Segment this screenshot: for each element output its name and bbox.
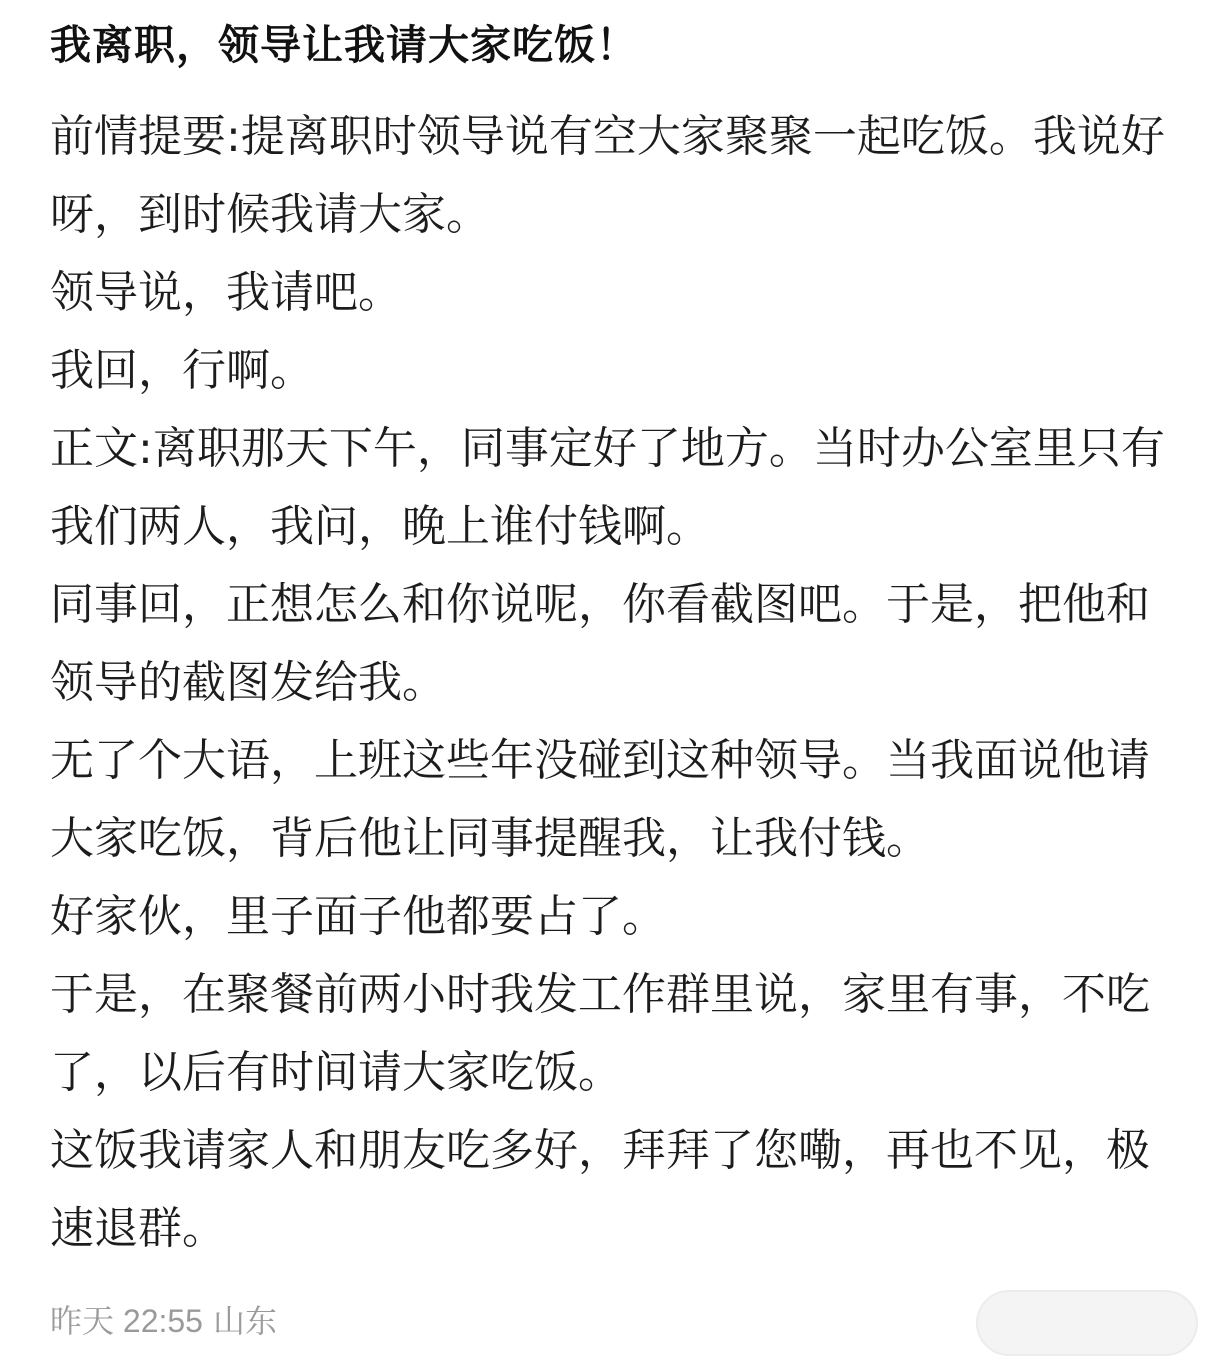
post-paragraph: 领导说，我请吧。: [50, 267, 402, 318]
post-location: 山东: [212, 1303, 277, 1339]
watermark-badge: [976, 1290, 1198, 1356]
post-meta: [50, 1298, 277, 1344]
post-paragraph: 于是，在聚餐前两小时我发工作群里说，家里有事，不吃了，以后有时间请大家吃饭。: [50, 969, 1150, 1098]
post-body: [50, 98, 1170, 1268]
post: [50, 14, 1170, 1268]
post-time: 昨天 22:55: [50, 1303, 203, 1339]
post-paragraph: 好家伙，里子面子他都要占了。: [50, 891, 666, 942]
post-paragraph: 前情提要:提离职时领导说有空大家聚聚一起吃饭。我说好呀，到时候我请大家。: [50, 111, 1165, 240]
post-paragraph: 同事回，正想怎么和你说呢，你看截图吧。于是，把他和领导的截图发给我。: [50, 579, 1150, 708]
post-paragraph: 我回，行啊。: [50, 345, 314, 396]
post-paragraph: 正文:离职那天下午，同事定好了地方。当时办公室里只有我们两人，我问，晚上谁付钱啊。: [50, 423, 1165, 552]
post-paragraph: 无了个大语，上班这些年没碰到这种领导。当我面说他请大家吃饭，背后他让同事提醒我，让我付钱。: [50, 735, 1150, 864]
post-title: 我离职，领导让我请大家吃饭！: [50, 21, 638, 69]
post-paragraph: 这饭我请家人和朋友吃多好，拜拜了您嘞，再也不见，极速退群。: [50, 1125, 1150, 1254]
